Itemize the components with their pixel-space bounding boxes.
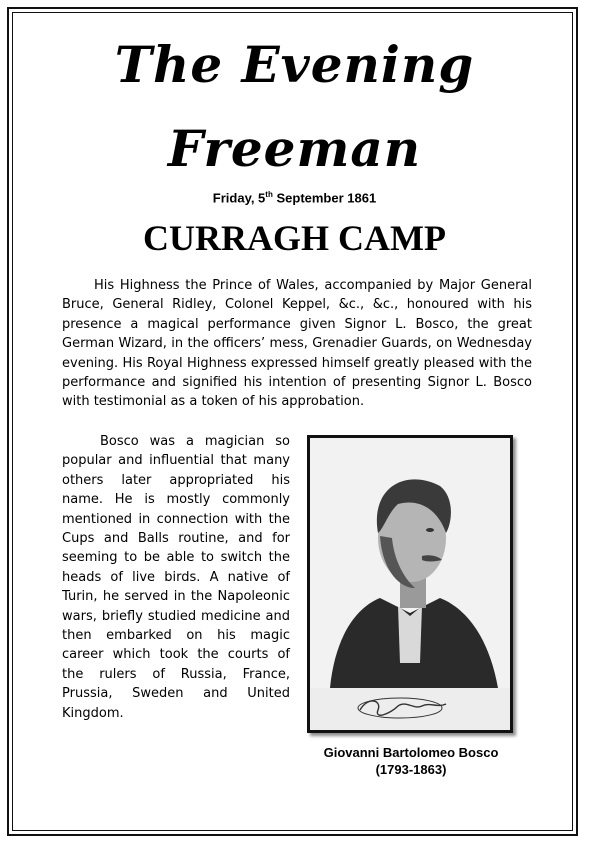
article-lead-paragraph: His Highness the Prince of Wales, accompanied by Major General Bruce, General Ridley, Colonel Keppel, &c., &c., honoured with his presence a magical performance given Signor L. Bosco, the great German Wizard, in the officers’ mess, Grenadier Guards, on Wednesday evening. His Royal Highness expressed himself greatly pleased with the performance and signified his intention of presenting Signor L. Bosco with testimonial as a token of his approbation. xyxy=(62,278,532,410)
portrait-image xyxy=(307,435,513,733)
masthead-line-2: Freeman xyxy=(167,119,422,178)
dateline-ordinal: th xyxy=(265,190,273,199)
figure-caption xyxy=(300,744,522,778)
portrait-drawing xyxy=(310,438,510,730)
dateline-prefix: Friday, 5 xyxy=(212,190,266,206)
caption-dates: (1793-1863) xyxy=(375,762,447,777)
caption-name: Giovanni Bartolomeo Bosco xyxy=(323,745,499,760)
article-headline: CURRAGH CAMP xyxy=(143,218,446,258)
masthead-line-1: The Evening xyxy=(114,35,475,94)
article-body-paragraph: Bosco was a magician so popular and influential that many others later appropriated his name. He is mostly commonly mentioned in connection with the Cups and Balls routine, and for seeming to be able to switch the heads of live birds. A native of Turin, he served in the Napoleonic wars, briefly studied medicine and then embarked on his magic career which took the courts of the rulers of Russia, France, Prussia, Sweden and United Kingdom. xyxy=(62,434,290,721)
dateline-suffix: September 1861 xyxy=(272,190,377,206)
dateline xyxy=(0,190,589,205)
